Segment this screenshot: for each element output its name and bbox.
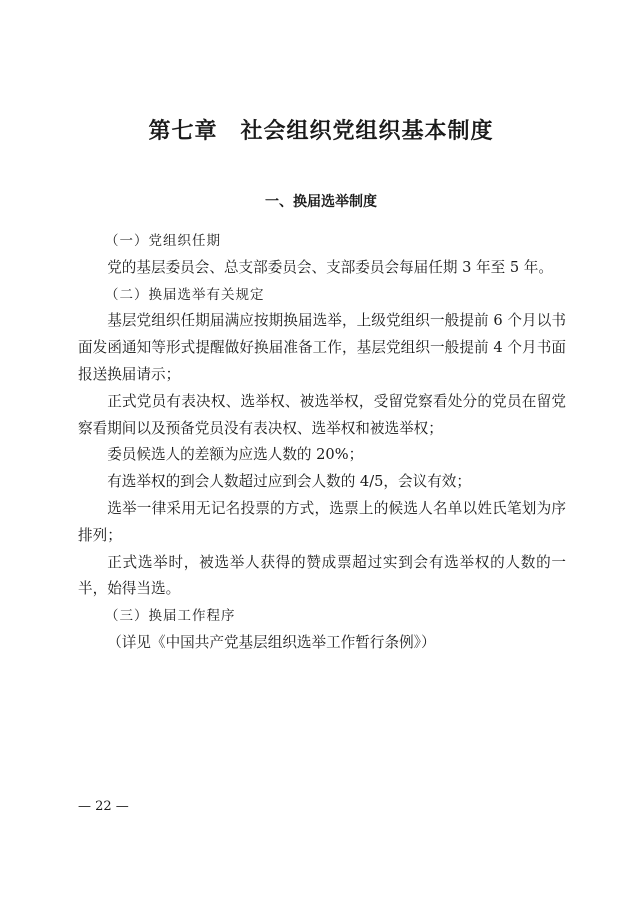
chapter-title: 第七章 社会组织党组织基本制度	[148, 118, 494, 144]
paragraph: 委员候选人的差额为应选人数的 20%；	[107, 446, 364, 464]
paragraph: 有选举权的到会人数超过应到会人数的 4/5，会议有效；	[107, 473, 471, 491]
paragraph: 正式党员有表决权、选举权、被选举权，受留党察看处分的党员在留党察看期间以及预备党员没有表决权、选举权和被选举权；	[78, 392, 566, 437]
paragraph: 党的基层委员会、总支部委员会、支部委员会每届任期 3 年至 5 年。	[107, 258, 553, 276]
subsection-heading: （三）换届工作程序	[105, 608, 236, 625]
paragraph: （详见《中国共产党基层组织选举工作暂行条例》）	[107, 633, 436, 651]
paragraph: 正式选举时，被选举人获得的赞成票超过实到会有选举权的人数的一半，始得当选。	[78, 553, 566, 598]
section-title: 一、换届选举制度	[265, 194, 377, 210]
paragraph: 选举一律采用无记名投票的方式，选票上的候选人名单以姓氏笔划为序排列；	[78, 499, 566, 544]
page-number: — 22 —	[78, 799, 129, 814]
subsection-heading: （一）党组织任期	[105, 233, 221, 249]
paragraph: 基层党组织任期届满应按期换届选举，上级党组织一般提前 6 个月以书面发函通知等形式提醒做好换届准备工作，基层党组织一般提前 4 个月书面报送换届请示；	[78, 312, 566, 383]
subsection-heading: （二）换届选举有关规定	[105, 286, 265, 303]
body-content	[78, 228, 566, 657]
